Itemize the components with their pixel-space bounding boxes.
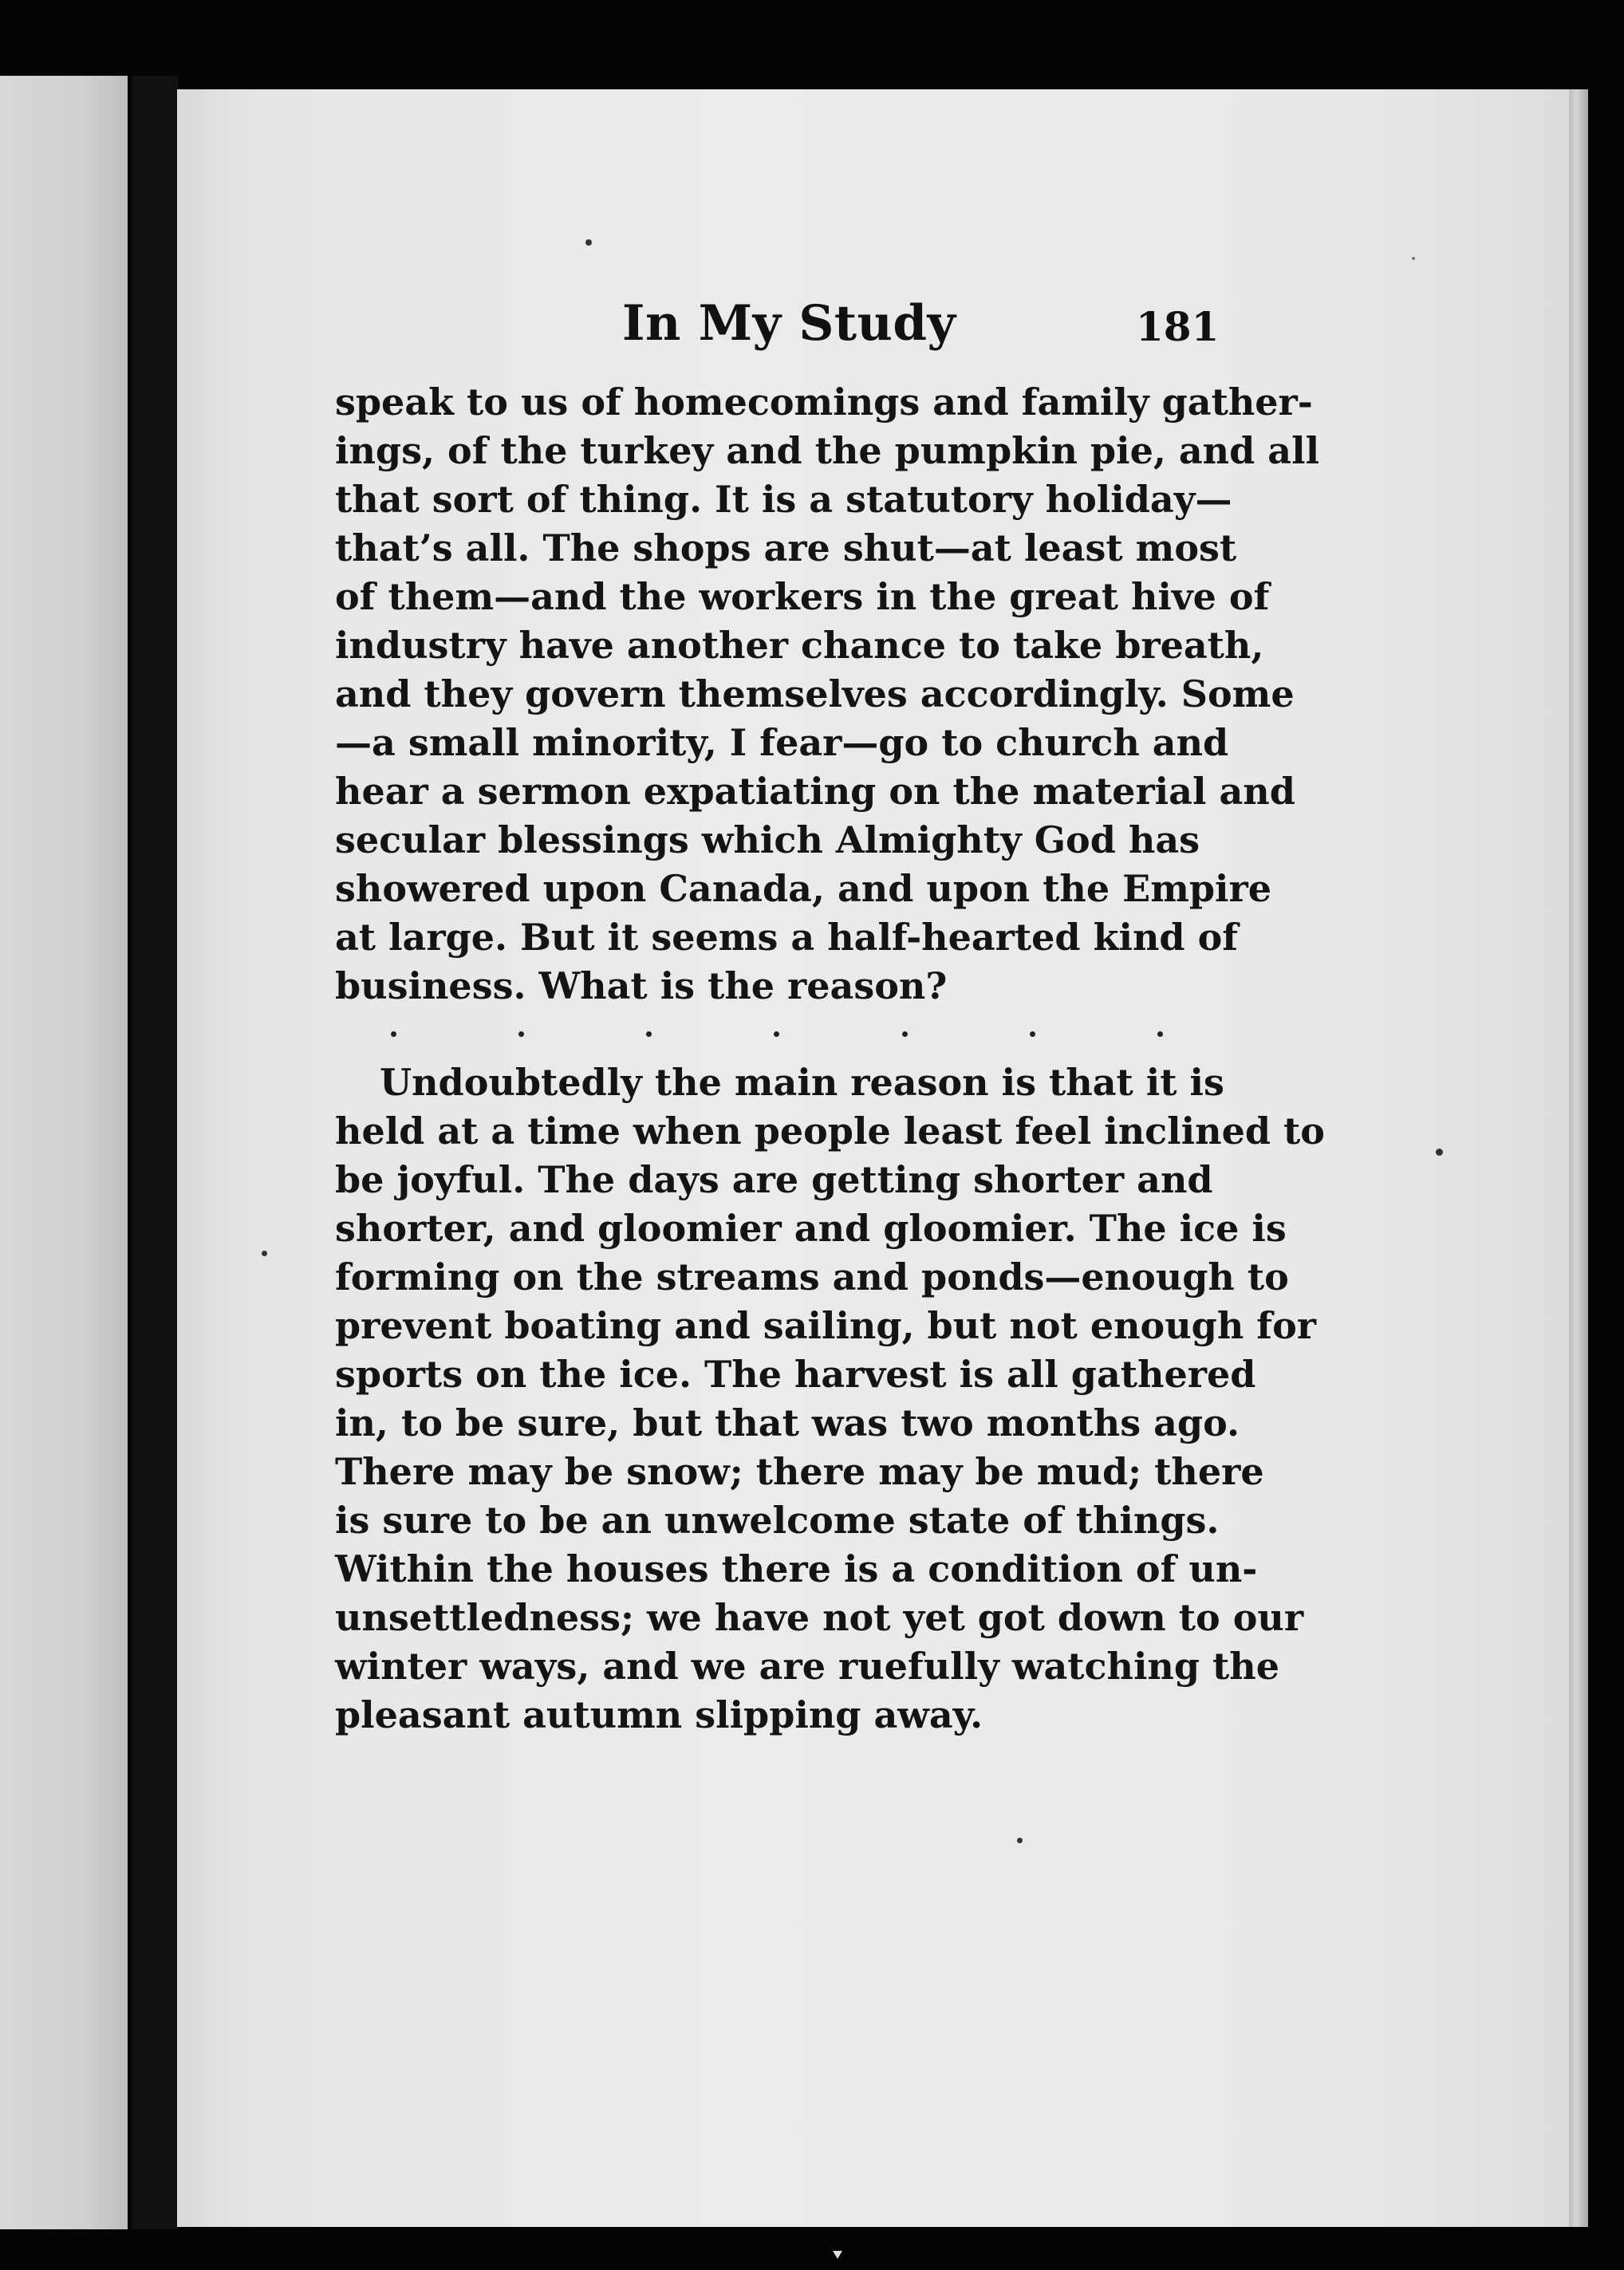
book-gutter <box>132 76 178 2229</box>
text-line: —a small minority, I fear—go to church and <box>335 721 1229 764</box>
text-line: winter ways, and we are ruefully watching the <box>335 1645 1280 1688</box>
text-line: sports on the ice. The harvest is all gathered <box>335 1353 1256 1396</box>
text-line: There may be snow; there may be mud; there <box>335 1450 1264 1493</box>
ellipsis-dot <box>391 1031 396 1037</box>
speck <box>262 1251 267 1256</box>
text-line: held at a time when people least feel inclined to <box>335 1109 1325 1153</box>
text-line: of them—and the workers in the great hive of <box>335 575 1270 618</box>
text-line: Undoubtedly the main reason is that it is <box>380 1061 1224 1104</box>
text-line: shorter, and gloomier and gloomier. The ice is <box>335 1207 1287 1250</box>
text-line: Within the houses there is a condition of un- <box>335 1547 1258 1590</box>
ellipsis-dot <box>902 1031 908 1037</box>
scan-marker <box>833 2251 842 2259</box>
paragraph-1 <box>335 378 1320 1011</box>
text-line: speak to us of homecomings and family gather- <box>335 380 1313 424</box>
text-line: be joyful. The days are getting shorter and <box>335 1158 1213 1201</box>
text-line: secular blessings which Almighty God has <box>335 818 1200 861</box>
text-line: in, to be sure, but that was two months ago. <box>335 1401 1240 1444</box>
speck <box>1017 1838 1023 1843</box>
speck <box>1412 257 1415 260</box>
page-number: 181 <box>1136 303 1220 350</box>
ellipsis-dot <box>774 1031 779 1037</box>
text-line: showered upon Canada, and upon the Empire <box>335 867 1272 910</box>
book-page <box>177 89 1569 2227</box>
text-line: at large. But it seems a half-hearted kind of <box>335 916 1239 959</box>
text-line: prevent boating and sailing, but not enough for <box>335 1304 1316 1347</box>
text-line: hear a sermon expatiating on the material and <box>335 770 1295 813</box>
ellipsis-dot <box>1157 1031 1163 1037</box>
body-text <box>335 378 1325 1740</box>
speck <box>585 239 592 246</box>
text-line: that sort of thing. It is a statutory holiday— <box>335 478 1232 521</box>
section-break-dots <box>335 1011 1196 1057</box>
speck <box>1436 1149 1443 1156</box>
ellipsis-dot <box>518 1031 524 1037</box>
text-line: ings, of the turkey and the pumpkin pie, and all <box>335 429 1320 472</box>
text-line: unsettledness; we have not yet got down to our <box>335 1596 1304 1639</box>
ellipsis-dot <box>646 1031 652 1037</box>
text-line: business. What is the reason? <box>335 964 948 1007</box>
text-line: is sure to be an unwelcome state of things. <box>335 1499 1220 1542</box>
page-stack-edge <box>1569 89 1588 2227</box>
text-line: pleasant autumn slipping away. <box>335 1693 983 1736</box>
text-line: industry have another chance to take breath, <box>335 624 1264 667</box>
text-line: forming on the streams and ponds—enough to <box>335 1255 1289 1299</box>
running-head: In My Study <box>622 295 956 352</box>
page-header <box>177 281 1569 376</box>
text-line: that’s all. The shops are shut—at least most <box>335 526 1237 569</box>
text-line: and they govern themselves accordingly. Some <box>335 672 1295 715</box>
ellipsis-dot <box>1030 1031 1035 1037</box>
facing-page-edge <box>0 76 128 2229</box>
paragraph-2 <box>335 1058 1325 1740</box>
